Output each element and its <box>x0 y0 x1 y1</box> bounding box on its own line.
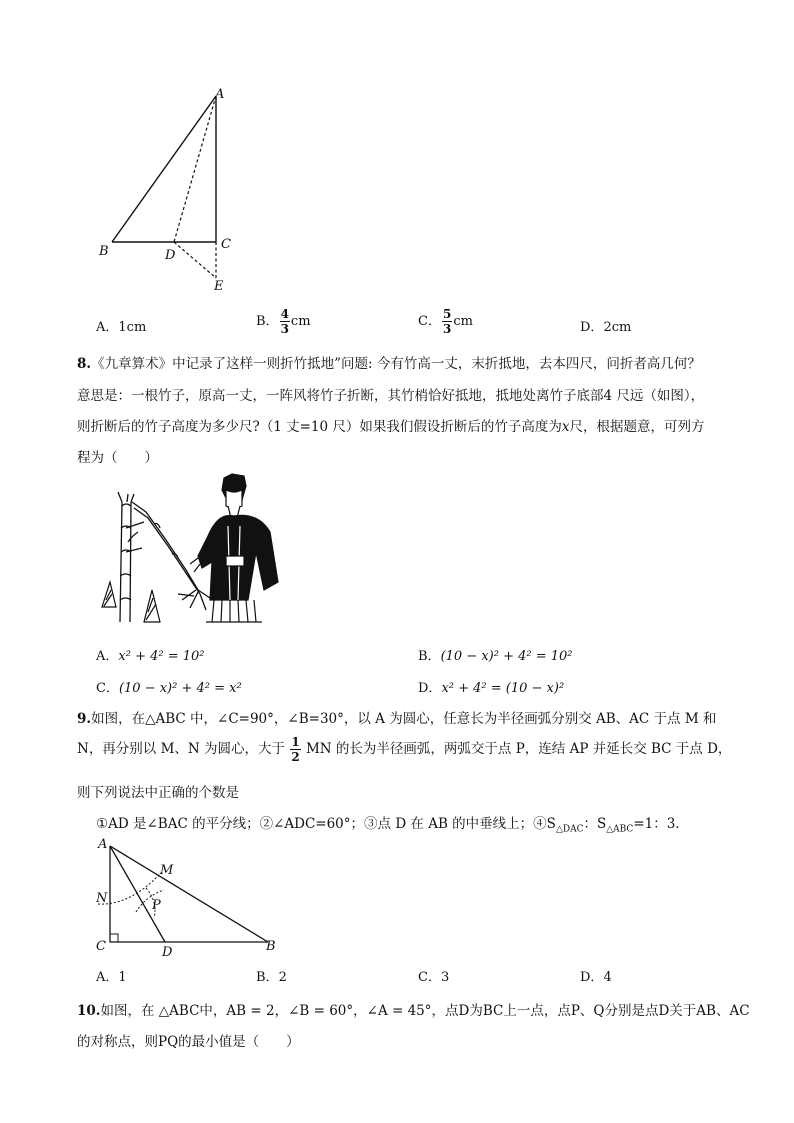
q7-option-c-den: 3 <box>442 322 452 336</box>
label-b: B <box>99 244 109 259</box>
q8-line-2: 意思是：一根竹子，原高一丈，一阵风将竹子折断，其竹梢恰好抵地，抵地处离竹子底部4 尺远（如图）， <box>77 388 705 404</box>
q7-option-d-value: 2cm <box>603 320 632 335</box>
q7-option-b-den: 3 <box>280 322 289 336</box>
q9-number: 9. <box>77 711 92 727</box>
q7-option-a-label: A． <box>96 320 119 335</box>
q7-option-b-unit: cm <box>290 314 311 329</box>
label-c: C <box>96 939 106 954</box>
label-d: D <box>165 248 176 263</box>
scholar-figure <box>190 474 278 622</box>
q8-option-d-value: x² + 4² = (10 − x)² <box>441 681 565 696</box>
q8-line-3 <box>77 415 705 435</box>
label-n: N <box>96 891 108 906</box>
q9-frac-num: 1 <box>291 735 300 749</box>
q9-text-2a: N，再分别以 M、N 为圆心，大于 <box>77 741 286 757</box>
label-b: B <box>266 939 276 954</box>
q9-text-1: 如图，在△ABC 中，∠C=90°，∠B=30°，以 A 为圆心，任意长为半径画弧分别交 AB、AC 于点 M 和 <box>91 711 717 727</box>
right-angle-mark <box>110 934 118 942</box>
dashed-de <box>174 242 216 278</box>
bamboo-shoots <box>102 582 160 622</box>
q9-statements-b: ：S <box>583 816 607 832</box>
q10-line-1 <box>77 999 750 1019</box>
illustration-bamboo-scholar <box>98 472 288 632</box>
q7-option-d[interactable] <box>580 316 631 335</box>
figure-angle-bisector <box>90 836 290 964</box>
q8-option-c-value: (10 − x)² + 4² = x² <box>118 681 242 696</box>
bamboo-stalk <box>118 492 210 622</box>
q7-option-b-fraction <box>280 308 290 335</box>
q8-text-3a: 则折断后的竹子高度为多少尺?（1 丈=10 尺）如果我们假设折断后的竹子高度为 <box>77 419 562 435</box>
q9-line-1 <box>77 707 716 727</box>
q9-line-3: 则下列说法中正确的个数是 <box>77 785 239 801</box>
q9-text-2b: MN 的长为半径画弧，两弧交于点 P，连结 AP 并延长交 BC 于点 D， <box>305 741 732 757</box>
q7-option-b-label: B． <box>256 314 279 329</box>
q9-statements-a: ①AD 是∠BAC 的平分线；②∠ADC=60°；③点 D 在 AB 的中垂线上；④S <box>96 816 556 832</box>
q8-text-3b: 尺，根据题意，可列方 <box>569 419 705 435</box>
label-d: D <box>162 945 173 960</box>
q8-option-a[interactable] <box>96 645 204 664</box>
q8-variable-x: x <box>561 419 570 435</box>
segment-ab <box>112 96 216 242</box>
q10-text-1: 如图，在 △ABC中，AB = 2，∠B = 60°，∠A = 45°，点D为BC上一点，点P、Q分别是点D关于AB、AC <box>100 1003 750 1019</box>
segment-ad <box>110 846 165 942</box>
q8-option-c-label: C． <box>96 681 119 696</box>
q9-option-c[interactable] <box>418 966 449 985</box>
q7-option-c[interactable] <box>418 308 473 335</box>
q9-frac-den: 2 <box>291 750 300 764</box>
q7-option-a-value: 1cm <box>118 320 147 335</box>
q7-option-c-fraction <box>442 308 452 335</box>
q7-option-c-label: C． <box>418 314 441 329</box>
q9-option-a-label: A． <box>96 970 119 985</box>
q10-number: 10. <box>77 1003 101 1019</box>
q9-statements <box>96 812 680 835</box>
q9-sub-dac: △DAC <box>555 824 584 835</box>
label-m: M <box>160 863 174 878</box>
label-a: A <box>98 837 108 852</box>
q7-option-c-num: 5 <box>442 307 452 321</box>
label-e: E <box>214 279 224 294</box>
q7-option-a[interactable] <box>96 316 146 335</box>
q10-line-2: 的对称点，则PQ的最小值是（ ） <box>77 1034 300 1050</box>
q9-option-d[interactable] <box>580 966 612 985</box>
q9-option-c-label: C． <box>418 970 441 985</box>
q8-option-b-value: (10 − x)² + 4² = 10² <box>440 649 573 664</box>
q8-option-b[interactable] <box>418 645 573 664</box>
q9-option-c-value: 3 <box>440 970 450 985</box>
q7-option-b-num: 4 <box>280 307 289 321</box>
q7-option-d-label: D． <box>580 320 604 335</box>
q9-statements-c: =1：3. <box>633 816 680 832</box>
dashed-ad <box>174 96 216 242</box>
q9-option-b[interactable] <box>256 966 287 985</box>
q8-option-d[interactable] <box>418 677 564 696</box>
label-c: C <box>221 237 231 252</box>
q8-line-1 <box>77 352 701 372</box>
q8-option-d-label: D． <box>418 681 442 696</box>
q9-fraction <box>290 736 300 763</box>
q8-option-b-label: B． <box>418 649 441 664</box>
q7-option-b[interactable] <box>256 308 311 335</box>
q8-option-a-value: x² + 4² = 10² <box>118 649 205 664</box>
q8-text-1: 《九章算术》中记录了这样一则折竹抵地”问题: 今有竹高一丈，末折抵地，去本四尺，问折者高几何？ <box>91 356 701 372</box>
q9-option-d-label: D． <box>580 970 604 985</box>
figure-triangle-fold <box>90 80 250 295</box>
q9-option-b-label: B． <box>256 970 279 985</box>
q8-option-a-label: A． <box>96 649 119 664</box>
q9-line-2 <box>77 736 731 763</box>
label-a: A <box>215 87 225 102</box>
q8-line-4: 程为（ ） <box>77 450 158 466</box>
q9-option-d-value: 4 <box>603 970 612 985</box>
q8-number: 8. <box>77 356 92 372</box>
q9-sub-abc: △ABC <box>606 824 634 835</box>
label-p: P <box>152 898 161 913</box>
segment-ab <box>110 846 268 942</box>
q9-option-b-value: 2 <box>278 970 287 985</box>
q8-option-c[interactable] <box>96 677 242 696</box>
q9-option-a-value: 1 <box>118 970 127 985</box>
q7-option-c-unit: cm <box>453 314 473 329</box>
q9-option-a[interactable] <box>96 966 127 985</box>
